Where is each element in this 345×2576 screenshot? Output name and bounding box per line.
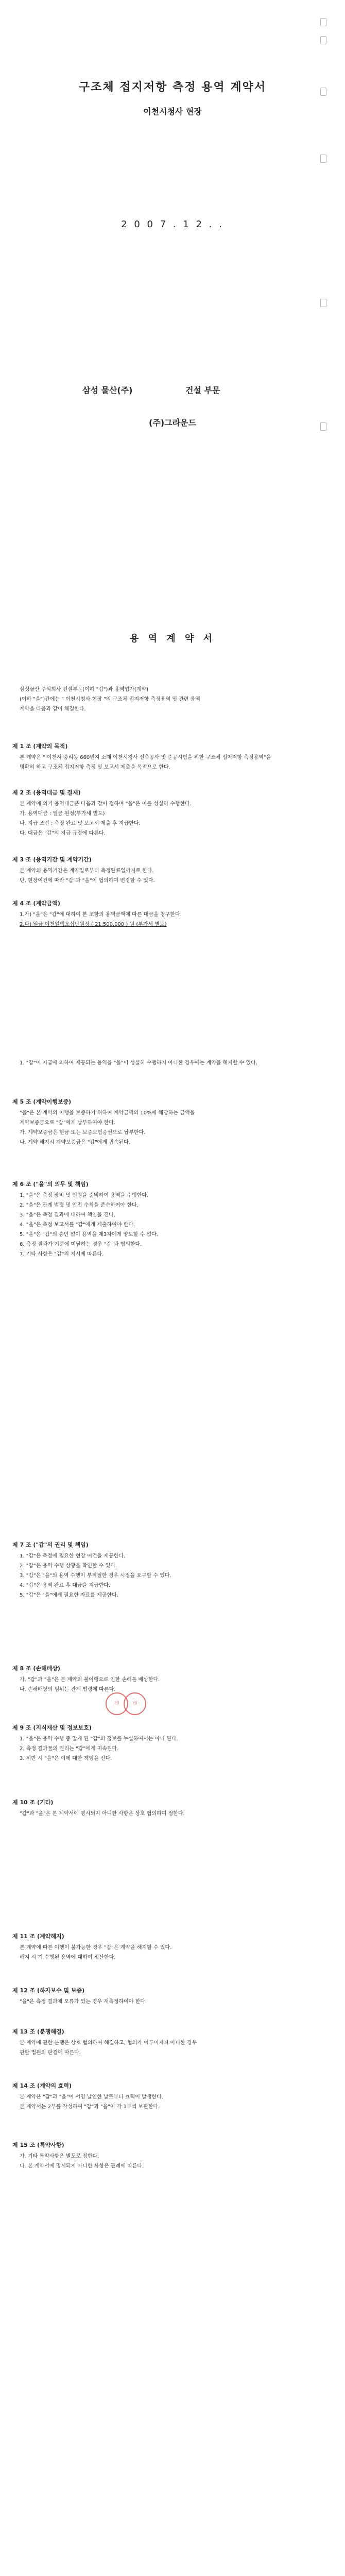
article-line: 본 계약에 의거 용역대금은 다음과 같이 정하며 "을"은 이를 성실히 수행한다. — [20, 801, 192, 807]
article-line: 나. 지급 조건 : 측정 완료 및 보고서 제출 후 지급한다. — [20, 821, 141, 826]
article-2-body — [20, 800, 308, 839]
article-line: 해지 시 기 수행된 용역에 대하여 정산한다. — [20, 1955, 116, 1960]
article-line: 2. "갑"은 용역 수행 상황을 확인할 수 있다. — [20, 1563, 117, 1569]
article-line: 1. "갑"이 지급에 의하여 제공되는 용역을 "을"이 성실히 수행하지 아니한 경우에는 계약을 해지할 수 있다. — [20, 1060, 258, 1066]
intro-line: 계약을 다음과 같이 체결한다. — [20, 706, 86, 712]
article-4-body — [20, 910, 308, 930]
cover-party-name: 삼성 물산(주) — [82, 385, 133, 395]
article-10-body — [20, 1809, 308, 1819]
article-line: 1. "을"은 측정 장비 및 인원을 준비하여 용역을 수행한다. — [20, 1193, 149, 1198]
article-7-body — [20, 1552, 308, 1601]
article-11-title: 제 11 조 (계약해지) — [12, 1933, 64, 1940]
corner-mark — [320, 155, 326, 163]
article-line: 본 계약에 따른 이행이 불가능한 경우 "갑"은 계약을 해지할 수 있다. — [20, 1945, 172, 1951]
article-4-title: 제 4 조 (계약금액) — [12, 900, 60, 907]
article-8-body — [20, 1675, 308, 1695]
contract-intro — [20, 685, 308, 715]
seal-stamp-icon: 印 — [106, 1692, 128, 1715]
article-5-title: 제 5 조 (계약이행보증) — [12, 1098, 72, 1105]
corner-mark — [320, 299, 326, 307]
article-15-title: 제 15 조 (특약사항) — [12, 2142, 64, 2148]
cover-party-dept: 건설 부문 — [185, 385, 220, 395]
article-line: 관할 법원의 판결에 따른다. — [20, 2050, 81, 2056]
intro-line: 삼성물산 주식회사 건설부문(이하 "갑")과 용역업자(계약) — [20, 687, 149, 692]
article-line: 6. 측정 결과가 기준에 미달하는 경우 "갑"과 협의한다. — [20, 1242, 142, 1247]
article-9-title: 제 9 조 (지식재산 및 정보보호) — [12, 1724, 92, 1731]
article-line: "갑"과 "을"은 본 계약서에 명시되지 아니한 사항은 상호 협의하여 정한다. — [20, 1811, 185, 1817]
article-line: 본 계약은 "갑"과 "을"이 서명 날인한 날로부터 효력이 발생한다. — [20, 2094, 163, 2100]
article-line: 2. "을"은 관계 법령 및 안전 수칙을 준수하여야 한다. — [20, 1202, 139, 1208]
cover-page — [0, 0, 345, 515]
article-5-body — [20, 1109, 308, 1148]
article-line: 단, 현장여건에 따라 "갑"과 "을"이 협의하여 변경할 수 있다. — [20, 878, 155, 884]
article-line: 나. 본 계약서에 명시되지 아니한 사항은 관례에 따른다. — [20, 2163, 144, 2169]
article-13-title: 제 13 조 (분쟁해결) — [12, 2028, 64, 2035]
cover-date: 2 0 0 7 . 1 2 . . — [121, 219, 224, 230]
corner-mark — [320, 36, 326, 44]
article-line: 1.가) "을"은 "갑"에 대하여 본 조항의 용역금액에 따른 대금을 청구한다. — [20, 912, 182, 918]
article-line: 나. 계약 해지시 계약보증금은 "갑"에게 귀속된다. — [20, 1140, 130, 1145]
article-12-title: 제 12 조 (하자보수 및 보증) — [12, 1987, 85, 1994]
article-7-title: 제 7 조 ("갑"의 권리 및 책임) — [12, 1541, 89, 1548]
article-3-body — [20, 867, 308, 886]
seal-stamp-icon: 印 — [124, 1692, 146, 1715]
article-12-body — [20, 1997, 308, 2007]
article-15-body — [20, 2152, 308, 2172]
article-line: 본 계약의 용역기간은 계약일로부터 측정완료일까지로 한다. — [20, 868, 154, 874]
article-line: 명확히 하고 구조체 접지저항 측정 및 보고서 제출을 목적으로 한다. — [20, 765, 170, 770]
corner-mark — [320, 18, 326, 26]
article-3-title: 제 3 조 (용역기간 및 계약기간) — [12, 856, 92, 863]
article-line: 가. 기타 특약사항은 별도로 정한다. — [20, 2154, 99, 2159]
article-line: 2.나) 일금 이천일백오십만원정 ( 21,500,000 ) 원 (부가세 별도) — [20, 922, 167, 927]
article-13-body — [20, 2039, 308, 2058]
article-14-title: 제 14 조 (계약의 효력) — [12, 2082, 72, 2089]
article-line: "을"은 측정 결과에 오류가 있는 경우 재측정하여야 한다. — [20, 1999, 147, 2005]
article-line: 4. "을"은 측정 보고서를 "갑"에게 제출하여야 한다. — [20, 1222, 135, 1228]
article-line: 3. 위반 시 "을"은 이에 대한 책임을 진다. — [20, 1756, 112, 1761]
article-8-title: 제 8 조 (손해배상) — [12, 1665, 60, 1672]
article-line: 1. "을"은 용역 수행 중 알게 된 "갑"의 정보를 누설하여서는 아니 된다. — [20, 1736, 178, 1742]
article-6-title: 제 6 조 ("을"의 의무 및 책임) — [12, 1181, 89, 1188]
article-line: 2. 측정 결과물의 권리는 "갑"에게 귀속된다. — [20, 1746, 119, 1752]
intro-line: (이하 "을")간에는 " 이천시청사 현장 "의 구조체 접지저항 측정용역 및 관련 용역 — [20, 697, 200, 702]
article-line: 본 계약에 관한 분쟁은 상호 협의하여 해결하고, 협의가 이루어지지 아니한 경우 — [20, 2040, 197, 2046]
article-line: 1. "갑"은 측정에 필요한 현장 여건을 제공한다. — [20, 1553, 126, 1559]
article-5-intro — [20, 1059, 308, 1069]
cover-party2: (주)그라운드 — [149, 418, 196, 428]
article-line: 나. 손해배상의 범위는 관계 법령에 따른다. — [20, 1687, 116, 1692]
article-1-title: 제 1 조 (계약의 목적) — [12, 743, 68, 750]
contract-title: 용 역 계 약 서 — [129, 633, 215, 644]
article-1-body — [20, 753, 308, 773]
article-line: 본 계약서는 2부를 작성하여 "갑"과 "을"이 각 1부씩 보관한다. — [20, 2104, 160, 2110]
article-line: "을"은 본 계약의 이행을 보증하기 위하여 계약금액의 10%에 해당하는 금액을 — [20, 1110, 195, 1116]
article-line: 계약보증금으로 "갑"에게 납부하여야 한다. — [20, 1120, 116, 1126]
article-line: 5. "갑"은 "을"에게 필요한 자료를 제공한다. — [20, 1592, 118, 1598]
article-2-title: 제 2 조 (용역대금 및 결제) — [12, 789, 81, 796]
article-line: 가. "갑"과 "을"은 본 계약의 불이행으로 인한 손해를 배상한다. — [20, 1677, 160, 1683]
article-6-body — [20, 1191, 308, 1260]
article-line: 4. "갑"은 용역 완료 후 대금을 지급한다. — [20, 1583, 111, 1588]
article-line: 5. "을"은 "갑"의 승인 없이 용역을 제3자에게 양도할 수 없다. — [20, 1232, 158, 1238]
article-line: 7. 기타 사항은 "갑"의 지시에 따른다. — [20, 1251, 104, 1257]
article-14-body — [20, 2093, 308, 2112]
article-line: 가. 계약보증금은 현금 또는 보증보험증권으로 납부한다. — [20, 1130, 146, 1136]
article-11-body — [20, 1943, 308, 1963]
article-line: 3. "갑"은 "을"의 용역 수행이 부적절한 경우 시정을 요구할 수 있다. — [20, 1573, 171, 1579]
article-10-title: 제 10 조 (기타) — [12, 1799, 54, 1806]
article-line: 가. 용역대금 : 일금 원정(부가세 별도) — [20, 811, 105, 817]
article-line: 다. 대금은 "갑"의 지급 규정에 따른다. — [20, 831, 106, 836]
article-line: 본 계약은 " 이천시 중리동 660번지 소재 이천시청사 신축공사 및 준공시험을 위한 구조체 접지저항 측정용역"을 — [20, 755, 271, 760]
article-9-body — [20, 1735, 308, 1764]
cover-title: 구조체 접지저항 측정 용역 계약서 — [78, 81, 267, 94]
cover-subtitle: 이천시청사 현장 — [143, 107, 202, 116]
article-line: 3. "을"은 측정 결과에 대하여 책임을 진다. — [20, 1212, 115, 1218]
